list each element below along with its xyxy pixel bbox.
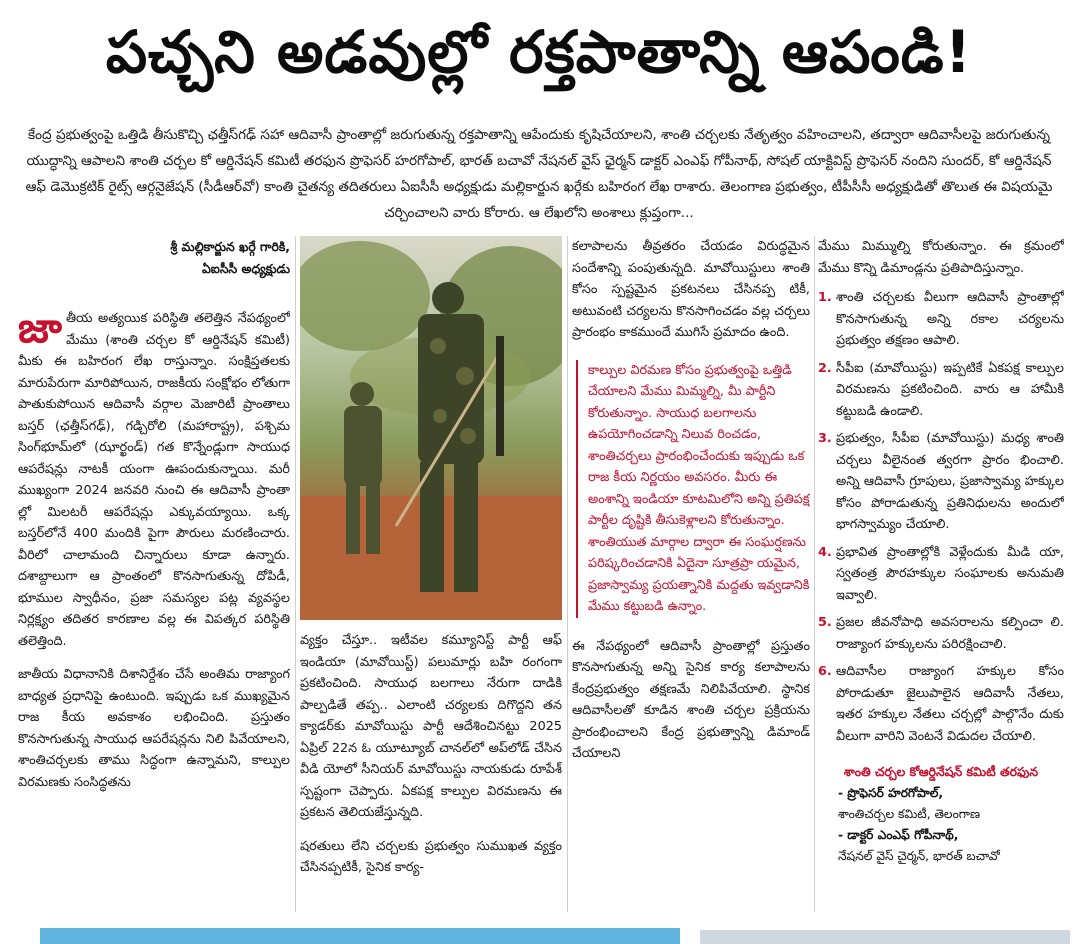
list-number: 5. (818, 615, 832, 630)
column-divider (295, 236, 296, 912)
column-3 (572, 236, 810, 912)
body-paragraph: ఈ నేపథ్యంలో ఆదివాసీ ప్రాంతాల్లో ప్రస్తుతం కొనసాగుతున్న అన్ని సైనిక కార్య కలాపాలను కేంద్రప్రభుత్వం తక్షణమే నిలిపివేయాలి. స్థానిక ఆదివాసీలతో కూడిన శాంతి చర్చల ప్రక్రియను ప్రారంభించాలని కేంద్ర ప్రభుత్వాన్ని డిమాండ్ చేయాలని (572, 638, 810, 761)
signoff-heading: శాంతి చర్చల కోఆర్డినేషన్ కమిటీ తరఫున (843, 764, 1039, 779)
intro-paragraph: కేంద్ర ప్రభుత్వంపై ఒత్తిడి తీసుకొచ్చి ఛత్తీస్‌గఢ్ సహా ఆదివాసీ ప్రాంతాల్లో జరుగుతున్న రక్తపాతాన్ని ఆపేందుకు కృషిచేయాలని, శాంతి చర్చలకు నేతృత్వం వహించాలని, తద్వారా ఆదివాసీలపై జరుగుతున్న యుద్ధాన్ని ఆపాలని శాంతి చర్చల కో ఆర్డినేషన్ కమిటీ తరఫున ప్రొఫెసర్ హరగోపాల్, భారత్ బచావో నేషనల్ వైస్ ఛైర్మన్ డాక్టర్ ఎంఎఫ్ గోపీనాథ్, సోషల్ యాక్టివిస్ట్ ప్రొఫెసర్ నందిని సుందర్, కో ఆర్డినేషన్ ఆఫ్ డెమొక్రటిక్ రైట్స్ ఆర్గనైజేషన్ (సీడీఆర్‌వో) కాంతి చైతన్య తదితరులు ఏఐసీసీ అధ్యక్షుడు మల్లికార్జున ఖర్గేకు బహిరంగ లేఖ రాశారు. తెలంగాణ ప్రభుత్వం, టీపీసీసీ అధ్యక్షుడితో తొలుత ఈ విషయమై చర్చించాలని వారు కోరారు. ఆ లేఖలోని అంశాలు క్లుప్తంగా... (25, 127, 1053, 221)
list-item (818, 287, 1064, 352)
list-text: శాంతి చర్చలకు వీలుగా ఆదివాసీ ప్రాంతాల్లో కొనసాగుతున్న అన్ని రకాల చర్యలను ప్రభుత్వం తక్షణం ఆపాలి. (836, 290, 1064, 348)
address-line-2: ఏఐసీసీ అధ్యక్షుడు (202, 261, 290, 276)
soldiers-illustration (300, 236, 562, 620)
list-number: 4. (818, 544, 832, 560)
list-text: ప్రభావిత ప్రాంతాల్లోకి వెళ్లేందుకు మీడి యా, స్వతంత్ర పౌరహక్కుల సంఘాలకు అనుమతి ఇవ్వాలి. (836, 544, 1064, 603)
list-number: 2. (818, 360, 832, 376)
signer-name: - ప్రొఫెసర్ హరగోపాల్, (838, 785, 943, 800)
list-item (818, 661, 1064, 747)
list-item (818, 612, 1064, 655)
demands-intro: మేము మిమ్ముల్ని కోరుతున్నాం. ఈ క్రమంలో మేము కొన్ని డిమాండ్లను ప్రతిపాదిస్తున్నాం. (818, 239, 1064, 276)
body-paragraph: జాతీయ విధానానికి దిశానిర్దేశం చేసే అంతిమ రాజ్యాంగ బాధ్యత ప్రధానిపై ఉంటుంది. ఇప్పుడు ఒక ముఖ్యమైన రాజ కీయ అవకాశం లభించింది. ప్రస్తుతం కొనసాగుతున్న సాయుధ ఆపరేషన్లను నిలి పివేయాలని, శాంతిచర్చలకు తాము సిద్ధంగా ఉన్నామని, కాల్పుల విరమణకు సంసిద్ధతను (18, 667, 290, 790)
list-text: సీపీఐ (మావోయిస్టు) ఇప్పటికే ఏకపక్ష కాల్పుల విరమణను ప్రకటించింది. వారు ఆ హామీకి కట్టుబడి ఉండాలి. (836, 360, 1064, 419)
signer-name: - డాక్టర్ ఎంఎఫ్ గోపీనాథ్, (838, 827, 959, 842)
drop-cap: జా (18, 303, 62, 352)
list-text: ప్రజల జీవనోపాధి అవసరాలను కల్పించా లి. రాజ్యాంగ హక్కులను పరిరక్షించాలి. (836, 615, 1064, 652)
list-text: ప్రభుత్వం, సీపీఐ (మావోయిస్టు) మధ్య శాంతి చర్చలు వీలైనంత త్వరగా ప్రారం భించాలి. అన్ని ఆదివాసీ గ్రూపులు, ప్రజాస్వామ్య హక్కుల కోసం పోరాడుతున్న ప్రతినిధులను అందులో భాగస్వామ్యం చేయాలి. (836, 431, 1064, 532)
headline: పచ్చని అడవుల్లో రక్తపాతాన్ని ఆపండి! (105, 17, 973, 86)
demands-list (818, 287, 1064, 747)
list-item (818, 358, 1064, 423)
signer-block (818, 783, 1064, 867)
column-2 (300, 236, 562, 912)
column-divider (567, 236, 568, 912)
signer-role: శాంతిచర్చల కమిటీ, తెలంగాణ (838, 806, 981, 821)
list-item (818, 542, 1064, 607)
body-paragraph: వ్యక్తం చేస్తూ.. ఇటీవల కమ్యూనిస్ట్ పార్టీ ఆఫ్ ఇండియా (మావోయిస్ట్) పలుమార్లు బహి రంగంగా ప్రకటించింది. సాయుధ బలగాలు నేరుగా దాడికి పాల్పడితే తప్ప.. ఎలాంటి చర్యలకు దిగొద్దని తన క్యాడర్‌కు మావోయిస్టు పార్టీ ఆదేశించినట్టు 2025 ఏప్రిల్ 22న ఓ యూట్యూబ్ చానల్‌లో అప్‌లోడ్ చేసిన వీడి యోలో సీనియర్ మావోయిస్టు నాయకుడు రూపేశ్ స్పష్టంగా చెప్పారు. ఏకపక్ష కాల్పుల విరమణను ఈ ప్రకటన తెలియజేస్తున్నది. (300, 633, 562, 820)
pull-quote: కాల్పుల విరమణ కోసం ప్రభుత్వంపై ఒత్తిడి చేయాలని మేము మిమ్మల్ని, మీ పార్టీని కోరుతున్నాం. సాయుధ బలగాలను ఉపయోగించడాన్ని నిలువ రించడం, శాంతిచర్చలు ప్రారంభించేందుకు ఇప్పుడు ఒక రాజ కీయ నిర్ణయం అవసరం. మీరు ఈ అంశాన్ని ఇండియా కూటమిలోని అన్ని ప్రతిపక్ష పార్టీల దృష్టికి తీసుకెళ్లాలని కోరుతున్నాం. శాంతియుత మార్గాల ద్వారా ఈ సంఘర్షణను పరిష్కరించడానికి ఏదైనా సూత్రప్రా యమైన, ప్రజాస్వామ్య ప్రయత్నానికి మద్దతు ఇవ్వడానికి మేము కట్టుబడి ఉన్నాం. (576, 360, 810, 618)
bottom-image-strip (700, 930, 1070, 944)
list-number: 1. (818, 290, 832, 305)
body-paragraph: కలాపాలను తీవ్రతరం చేయడం విరుద్ధమైన సందేశాన్ని పంపుతున్నది. మావోయిస్టులు శాంతి కోసం స్పష్టమైన ప్రకటనలు చేసినప్ప టికీ, అటువంటి చర్యలను కొనసాగించడం వల్ల చర్చలు ప్రారంభం కాకముందే ముగిసే ప్రమాదం ఉంది. (572, 239, 810, 340)
address-line-1: శ్రీ మల్లికార్జున ఖర్గే గారికి, (170, 239, 290, 254)
soldiers-photo (300, 236, 562, 620)
body-paragraph (18, 303, 290, 652)
column-1 (18, 236, 290, 912)
list-number: 3. (818, 431, 832, 446)
column-4 (818, 236, 1064, 912)
column-divider (814, 236, 815, 912)
bottom-image-strip (40, 928, 680, 944)
list-item (818, 428, 1064, 536)
letter-address (18, 236, 290, 280)
list-number: 6. (818, 664, 832, 679)
body-paragraph: షరతులు లేని చర్చలకు ప్రభుత్వం సుముఖత వ్యక్తం చేసినప్పటికీ, సైనిక కార్య- (300, 838, 562, 875)
paragraph-text: తీయ అత్యయిక పరిస్థితి తలెత్తిన నేపథ్యంలో మేము (శాంతి చర్చల కో ఆర్డినేషన్ కమిటీ) మీకు ఈ బహిరంగ లేఖ రాస్తున్నాం. సంక్షిప్తతలకు మారుపేరుగా మారిపోయిన, రాజకీయ సంక్షోభం లోతుగా పాతుకుపోయిన ఆదివాసీ వర్గాల మెజారిటీ ప్రాంతాలు బస్తర్ (ఛత్తీస్‌గఢ్), గడ్చిరోలి (మహారాష్ట్ర), పశ్చిమ సింగ్‌భూమ్‌లో (ఝార్ఖండ్) గత కొన్నేండ్లుగా సాయుధ ఆపరేషన్లు నాటకీ యంగా ఊపందుకున్నాయి. మరీ ముఖ్యంగా 2024 జనవరి నుంచి ఈ ఆదివాసీ ప్రాంతా ల్లో మిలటరీ ఆపరేషన్లు ఎక్కువయ్యాయి. ఒక్క బస్తర్‌లోనే 400 మందికి పైగా పౌరులు మరణించారు. వీరిలో చాలామంది చిన్నారులు కూడా ఉన్నారు. దశాబ్దాలుగా ఆ ప్రాంతంలో కొనసాగుతున్న దోపిడీ, భూముల స్వాధీనం, ప్రజా సమస్యల పట్ల వ్యవస్థల నిర్లక్ష్యం తదితర కారణాల వల్ల ఈ విపత్కర పరిస్థితి తలెత్తింది. (18, 311, 290, 649)
signer-role: నేషనల్ వైస్ చైర్మన్, భారత్ బచావో (838, 848, 1000, 863)
list-text: ఆదివాసీల రాజ్యాంగ హక్కుల కోసం పోరాడుతూ జైలుపాలైన ఆదివాసీ నేతలు, ఇతర హక్కుల నేతలు చర్చల్లో పాల్గొనేం దుకు వీలుగా వారిని వెంటనే విడుదల చేయాలి. (836, 664, 1064, 744)
